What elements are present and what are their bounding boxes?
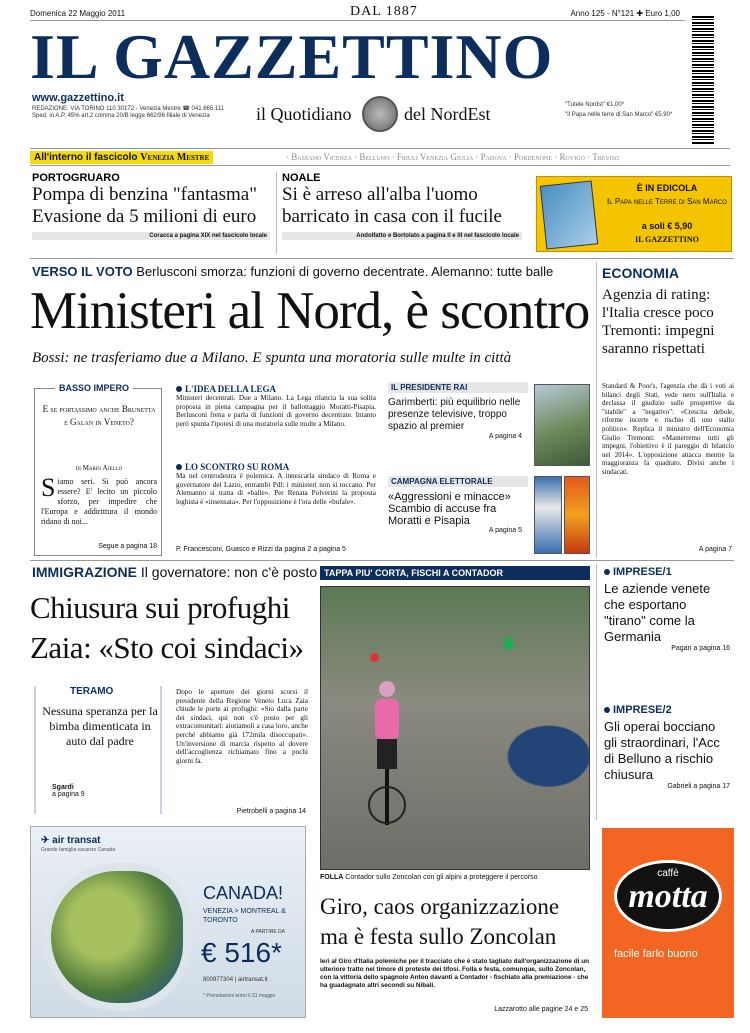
box-header: IL PRESIDENTE RAI [388,382,528,393]
motta-slogan: facile farlo buono [614,948,698,960]
book-cover-icon [540,180,598,249]
basso-impero-box[interactable] [34,383,162,556]
fascicolo-city: Venezia Mestre [140,152,210,163]
noale-article[interactable] [282,172,522,240]
promo-subtitle: Il Papa nelle Terre di San Marco [607,197,727,206]
caption-kicker: FOLLA [320,874,344,881]
portogruaro-article[interactable] [32,172,270,240]
air-transat-ad[interactable] [30,826,306,1018]
promo-price: a soli € 5,90 [641,221,693,231]
edition-list: · Bassano Vicenza · Belluno · Friuli Venezia Giulia · Padova · Pordenone · Rovigo · Treviso [286,152,620,162]
article-jump: Coracca a pagina XIX nel fascicolo locale [32,232,270,240]
main-kicker-text: Berlusconi smorza: funzioni di governo decentrate. Alemanno: tutte balle [136,264,554,279]
imm-headline-line: Chiusura sui profughi [30,590,290,625]
economia-body: Standard & Poor's, l'agenzia che dà i voti ai bilanci degli Stati, vede nero sull'Italia e declassa il giudizio sulle prospettive da "stabile" a "negativo": «Crescita debole, riforme incerte e rischio di uno stallo politico». Replica il ministro dell'Economia Giulio Tremonti: «Manterremo tutti gli impegni, l'obiettivo è il pareggio di bilancio nel 2014». L'opposizione attacca mentre la maggioranza fa quadrato. Divisi anche i sindacati. [602,382,734,476]
article-jump: A pagina 5 [488,527,522,534]
giro-body: Ieri al Giro d'Italia polemiche per il tracciato che è stato tagliato dall'organizzazione di un ulteriore tratto nel timore di proteste dei tifosi. Folla e festa, comunque, sullo Zoncolan, con la vittoria dello spagnolo Anton davanti a Contador - fischiato alla premiazione - che ha guadagnato altri secondi su Nibali. [320,958,590,989]
issue-date: Domenica 22 Maggio 2011 [30,9,126,18]
masthead-top-line [30,6,720,20]
giro-headline[interactable]: Giro, caos organizzazione ma è festa sullo Zoncolan [320,894,560,949]
ad-price-prefix: A PARTIRE DA [251,929,285,935]
airline-logo: ✈ air transat [41,835,101,846]
scontro-kicker-line [176,462,376,472]
supplement-note: "Tutele Nordst" €1,00* [565,102,625,108]
ad-route: VENEZIA > MONTREAL & TORONTO [203,908,286,924]
article-headline: Pompa di benzina "fantasma" Evasione da 5 milioni di euro [32,184,257,227]
airplane-window-icon [43,863,191,1011]
scontro-article[interactable] [176,462,376,506]
lion-emblem-icon [362,96,398,132]
imprese2-article[interactable] [604,704,734,790]
promo-paper: IL GAZZETTINO [635,235,699,244]
ad-destination: CANADA! [203,883,284,903]
poster-photo [564,476,590,554]
drop-cap: S [41,473,56,502]
box-jump: Segue a pagina 18 [98,543,157,550]
supplement-notes [565,100,672,120]
ad-phone: 800977304 | airtransat.it [203,977,268,983]
motta-ad[interactable] [602,828,734,1018]
article-jump: A pagina 4 [488,433,522,440]
box-byline: di Mario Ajello [75,464,123,472]
issue-number: Anno 125 - N°121 ✚ Euro 1,00 [570,9,680,18]
section-rule [30,560,734,561]
bullet-icon [604,707,610,713]
jump-page: a pagina 9 [52,791,85,798]
box-question: E se portassimo anche Brunetta e Galan in Veneto? [42,404,156,427]
photo-caption [320,874,538,881]
imm-jump: Pietrobelli a pagina 14 [236,808,306,815]
fascicolo-lead: All'interno il fascicolo [34,152,138,163]
article-kicker: PORTOGRUARO [32,172,120,184]
redazione-info: REDAZIONE: VIA TORINO 110 30172 - Venezia Mestre ☎ 041.665.111 Sped. in A.P. 45% art.2 comma 20/B legge 662/96 filiale di Venezia [32,106,225,119]
lega-kicker-line [176,384,376,394]
imprese-kicker: IMPRESE/1 [613,566,672,578]
imm-kicker: IMMIGRAZIONE [32,564,137,580]
economia-jump: A pagina 7 [698,546,732,553]
zoncolan-photo[interactable] [320,586,590,870]
giro-kicker: TAPPA PIU' CORTA, FISCHI A CONTADOR [320,566,590,580]
main-credits: P. Francesconi, Guasco e Rizzi da pagina 2 a pagina 5 [176,546,346,553]
barcode-icon [692,16,714,144]
box-body [41,473,157,527]
motta-brand: motta [628,878,708,915]
bullet-icon [176,464,182,470]
ad-price: € 516* [201,937,282,968]
imprese-jump: Gabrieli a pagina 17 [667,783,730,790]
main-subhead: Bossi: ne trasferiamo due a Milano. E spunta una moratoria sulle multe in città [32,350,512,366]
scontro-kicker: LO SCONTRO SU ROMA [185,462,290,472]
edicola-promo[interactable] [536,176,732,252]
article-headline: Garimberti: più equilibrio nelle presenze televisive, troppo spazio al premier [388,397,521,432]
cyclist-icon [357,677,417,827]
box-text: Nessuna speranza per la bimba dimenticata in auto dal padre [42,704,158,748]
tagline-left: il Quotidiano [256,104,352,124]
box-tag: TERAMO [70,686,114,697]
box-jump [52,784,85,798]
column-divider [596,564,597,820]
section-rule [30,258,734,259]
imm-kicker-text: Il governatore: non c'è posto [140,564,318,580]
economia-kicker: ECONOMIA [602,265,679,281]
main-kicker-line [32,264,553,279]
article-headline: «Aggressioni e minacce» Scambio di accuse fra Moratti e Pisapia [388,491,511,527]
supplement-note: "Il Papa nelle terre di San Marco" €5,90* [565,112,673,118]
website-link[interactable]: www.gazzettino.it [32,92,124,104]
airline-logo-sub: Grande famiglia vacanze Canada [41,847,116,853]
imprese-jump: Pagan a pagina 16 [671,645,730,652]
caption-text: Contador sullo Zoncolan con gli alpini a proteggere il percorso [345,874,538,881]
economia-headline[interactable]: Agenzia di rating: l'Italia cresce poco Tremonti: impegni saranno rispettati [602,287,715,357]
imprese-headline: Le aziende venete che esportano "tirano" come la Germania [604,581,711,644]
lega-article[interactable] [176,384,376,428]
column-divider [596,262,597,558]
imprese-kicker-line [604,704,734,716]
imm-headline[interactable] [30,588,303,668]
box-tag: BASSO IMPERO [55,383,133,393]
teramo-box[interactable] [34,686,162,814]
garimberti-photo [534,384,590,466]
column-divider [276,172,277,254]
article-kicker: NOALE [282,172,321,184]
imm-body: Dopo le aperture dei giorni scorsi il presidente della Regione Veneto Luca Zaia chiude le porte ai profughi: «Sto dalla parte dei sindaci, qui non c'è posto per gli extracomunitari: aiutiamoli a casa loro, anche perché abbiamo già 172mila disoccupati». Un'inversione di marcia rispetto al dovere dell'accoglienza richiamato fino a pochi giorni fa. [176,688,308,765]
main-kicker: VERSO IL VOTO [32,264,133,279]
poster-photo [534,476,562,554]
lega-body: Ministeri decentrati. Due a Milano. La Lega rilancia la sua solita proposta in piena campagna per il ballottaggio Moratti-Pisapia. Berlusconi frena e parla di funzioni di governo decentrate. Intanto però spunta l'ipotesi di una moratoria sulle multe a Milano. [176,394,376,428]
lega-kicker: L'IDEA DELLA LEGA [185,384,277,394]
fascicolo-label [30,151,213,164]
jump-name: Sgardi [52,784,74,791]
imm-kicker-line [32,564,317,580]
bullet-icon [604,569,610,575]
article-jump: Andolfatto e Bortolato a pagina II e III nel fascicolo locale [282,232,522,240]
imprese-kicker-line [604,566,734,578]
bullet-icon [176,386,182,392]
main-headline[interactable]: Ministeri al Nord, è scontro [30,282,590,340]
article-headline: Si è arreso all'alba l'uomo barricato in casa con il fucile [282,184,502,227]
box-body-text: iamo seri. Si può ancora essere? E' lecito un piccolo sforzo, per impedire che l'Europa e addirittura il mondo ridano di noi... [41,477,157,526]
giro-jump: Lazzarotto alle pagine 24 e 25 [494,1006,588,1013]
tagline-right: del NordEst [404,104,491,124]
imprese1-article[interactable] [604,566,734,652]
since-year: DAL 1887 [350,4,418,19]
box-header: CAMPAGNA ELETTORALE [388,476,528,487]
imm-headline-line: Zaia: «Sto coi sindaci» [30,630,304,665]
promo-title: È IN EDICOLA [636,183,698,193]
motta-cafe: caffè [657,868,679,879]
scontro-body: Ma nel centrodestra è polemica. A innescarla sindaco di Roma e governatore del Lazio, entrambi Pdl: i ministeri non si toccano. Per Alemanno si tratta di «balle». Per Renata Polverini la proposta leghista è «insensata». Per l'opposizione è l'ora delle «bufale». [176,472,376,506]
ad-fine-print: * Prenotazioni entro il 31 maggio [203,993,276,999]
local-editions-bar [30,148,730,166]
imprese-headline: Gli operai bocciano gli straordinari, l'Acc di Belluno a rischio chiusura [604,719,720,782]
newspaper-title: IL GAZZETTINO [30,21,554,92]
imprese-kicker: IMPRESE/2 [613,704,672,716]
